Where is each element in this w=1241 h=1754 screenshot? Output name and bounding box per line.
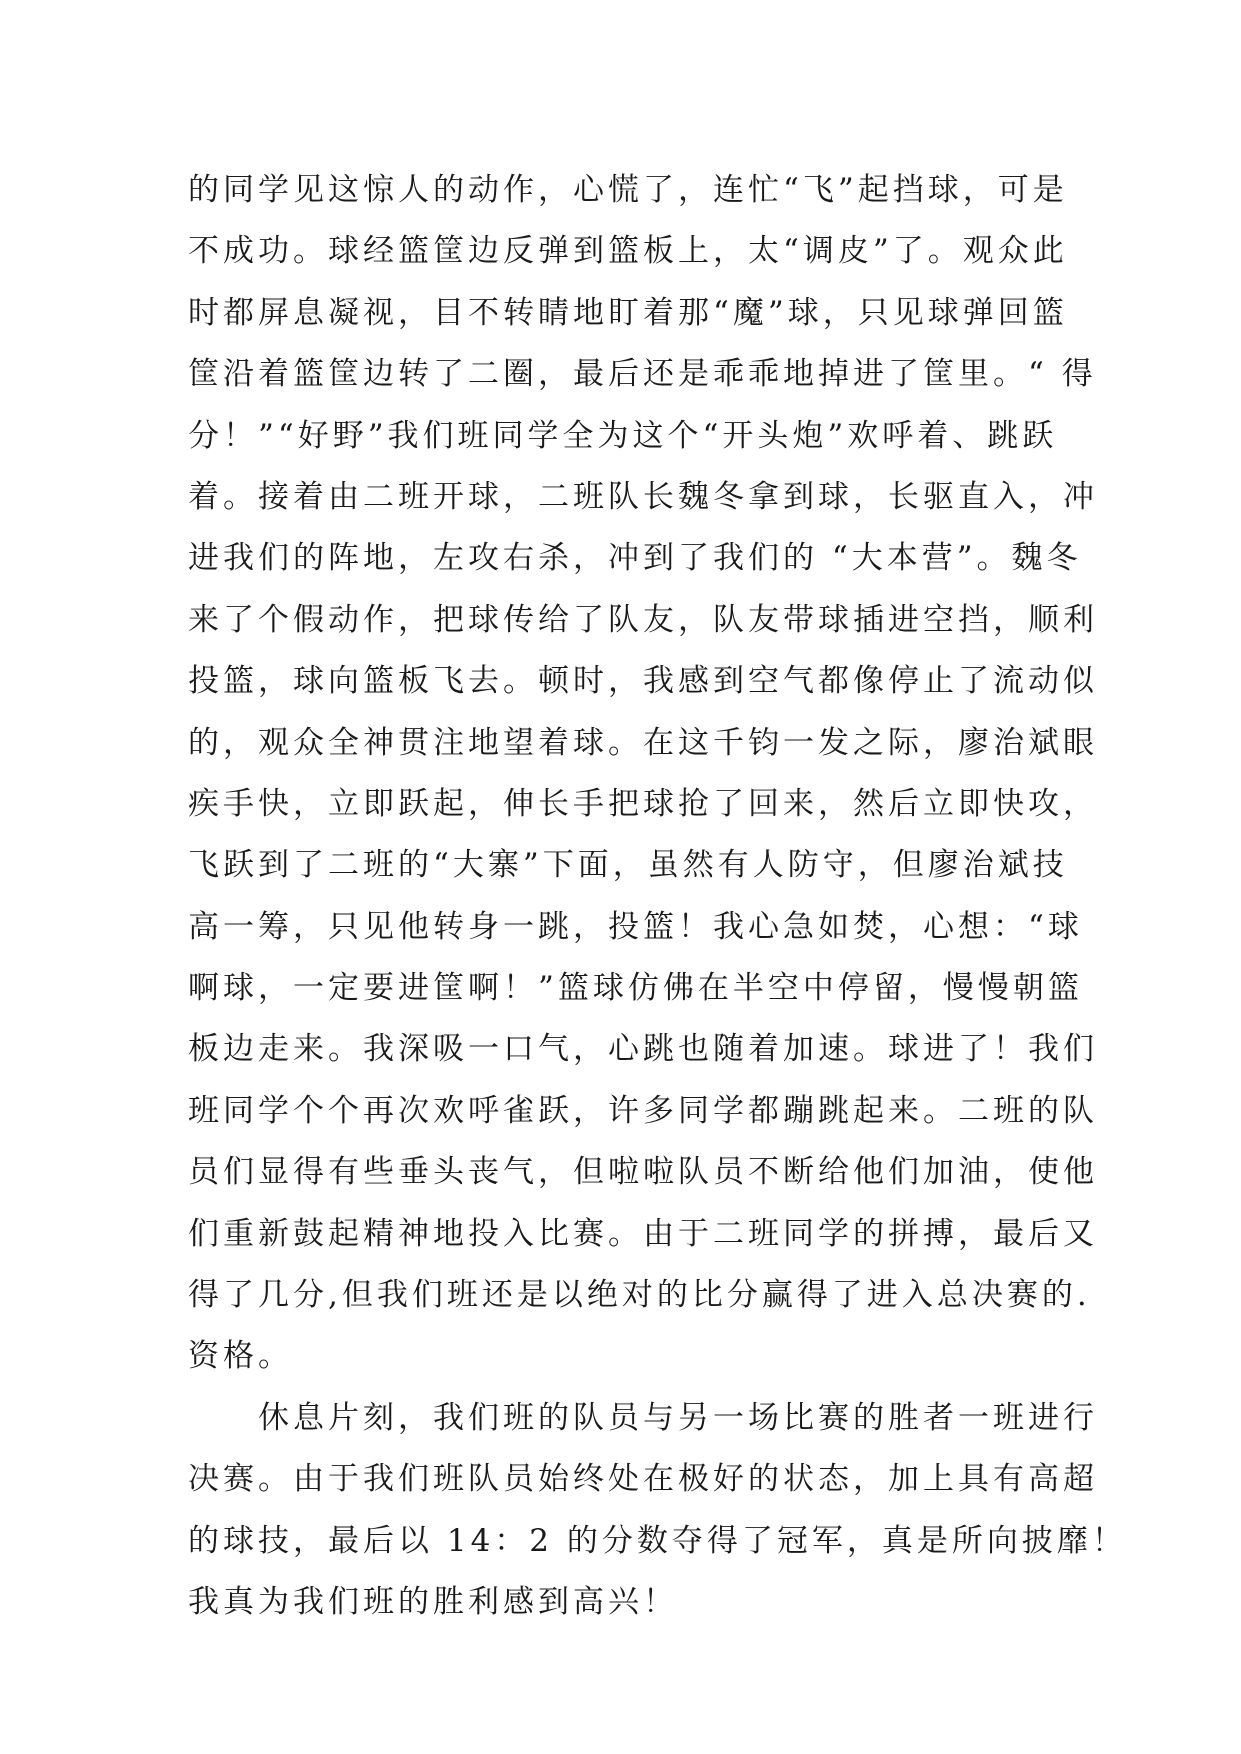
- text-line: 们重新鼓起精神地投入比赛。由于二班同学的拼搏，最后又: [188, 1215, 1098, 1252]
- text-line: 员们显得有些垂头丧气，但啦啦队员不断给他们加油，使他: [188, 1154, 1098, 1191]
- text-line: 得了几分,但我们班还是以绝对的比分赢得了进入总决赛的.: [188, 1277, 1091, 1314]
- text-line: 来了个假动作，把球传给了队友，队友带球插进空挡，顺利: [188, 601, 1098, 638]
- text-line: 飞跃到了二班的“大寨”下面，虽然有人防守，但廖治斌技: [188, 847, 1068, 884]
- text-line: 啊球，一定要进筐啊！”篮球仿佛在半空中停留，慢慢朝篮: [188, 970, 1083, 1007]
- text-line: 疾手快，立即跃起，伸长手把球抢了回来，然后立即快攻，: [188, 785, 1098, 822]
- text-line: 的同学见这惊人的动作，心慌了，连忙“飞”起挡球，可是: [188, 172, 1068, 208]
- text-line: 决赛。由于我们班队员始终处在极好的状态，加上具有高超: [188, 1461, 1098, 1498]
- text-line: 班同学个个再次欢呼雀跃，许多同学都蹦跳起来。二班的队: [188, 1092, 1098, 1129]
- text-line: 不成功。球经篮筐边反弹到篮板上，太“调皮”了。观众此: [188, 233, 1068, 270]
- text-line: 分！”“好野”我们班同学全为这个“开头炮”欢呼着、跳跃: [188, 417, 1058, 454]
- text-line: 的球技，最后以 14：2 的分数夺得了冠军，真是所向披靡！: [188, 1522, 1127, 1559]
- text-line: 休息片刻，我们班的队员与另一场比赛的胜者一班进行: [188, 1399, 1098, 1436]
- text-line: 的，观众全神贯注地望着球。在这千钧一发之际，廖治斌眼: [188, 724, 1098, 761]
- text-line: 进我们的阵地，左攻右杀，冲到了我们的 “大本营”。魏冬: [188, 540, 1082, 577]
- text-line: 投篮，球向篮板飞去。顿时，我感到空气都像停止了流动似: [188, 663, 1098, 700]
- body-text: [188, 160, 1127, 1633]
- text-line: 筐沿着篮筐边转了二圈，最后还是乖乖地掉进了筐里。“ 得: [188, 356, 1097, 393]
- text-line: 时都屏息凝视，目不转睛地盯着那“魔”球，只见球弹回篮: [188, 294, 1068, 331]
- text-line: 板边走来。我深吸一口气，心跳也随着加速。球进了！我们: [188, 1031, 1098, 1068]
- text-line: 高一筹，只见他转身一跳，投篮！我心急如焚，心想：“球: [188, 908, 1083, 945]
- text-line: 着。接着由二班开球，二班队长魏冬拿到球，长驱直入，冲: [188, 478, 1098, 515]
- text-line: 资格。: [188, 1338, 293, 1375]
- text-line: 我真为我们班的胜利感到高兴！: [188, 1583, 678, 1620]
